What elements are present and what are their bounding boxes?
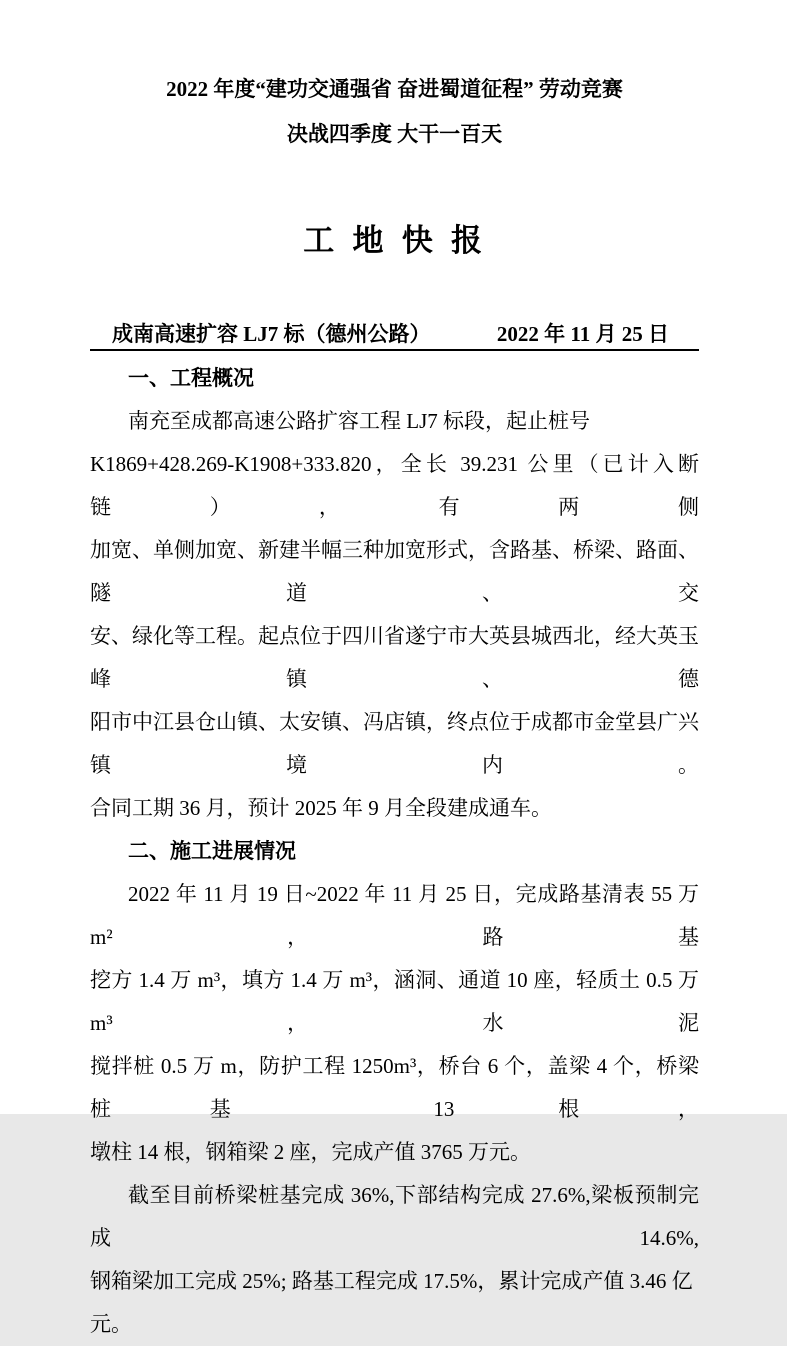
body-line: 钢箱梁加工完成 25%; 路基工程完成 17.5%，累计完成产值 3.46 亿元。 <box>90 1269 693 1336</box>
body-line: 墩柱 14 根，钢箱梁 2 座，完成产值 3765 万元。 <box>90 1140 531 1164</box>
section-heading: 二、施工进展情况 <box>128 839 296 863</box>
body-line: 南充至成都高速公路扩容工程 LJ7 标段，起止桩号 <box>128 409 590 433</box>
body-line: 安、绿化等工程。起点位于四川省遂宁市大英县城西北，经大英玉峰镇、德 <box>90 624 699 691</box>
body-line: 合同工期 36 月，预计 2025 年 9 月全段建成通车。 <box>90 796 552 820</box>
divider-rule <box>90 349 699 351</box>
body-line: 阳市中江县仓山镇、太安镇、冯店镇，终点位于成都市金堂县广兴镇境内。 <box>90 710 699 777</box>
bulletin-title: 工 地 快 报 <box>303 223 486 259</box>
section-heading: 一、工程概况 <box>128 366 254 390</box>
body-line: K1869+428.269-K1908+333.820，全长 39.231 公里（已计入断链），有两侧 <box>90 452 699 519</box>
document-body <box>90 357 699 1346</box>
report-date: 2022 年 11 月 25 日 <box>496 322 669 346</box>
project-name: 成南高速扩容 LJ7 标（德州公路） <box>112 322 431 346</box>
body-line: 挖方 1.4 万 m³，填方 1.4 万 m³，涵洞、通道 10 座，轻质土 0.5 万 m³，水泥 <box>90 968 699 1035</box>
body-line: 搅拌桩 0.5 万 m，防护工程 1250m³，桥台 6 个，盖梁 4 个，桥梁桩基 13 根， <box>90 1054 699 1121</box>
body-line: 截至目前桥梁桩基完成 36%,下部结构完成 27.6%,梁板预制完成 14.6%, <box>90 1183 699 1250</box>
body-line: 2022 年 11 月 19 日~2022 年 11 月 25 日，完成路基清表 55 万 m²，路基 <box>90 882 699 949</box>
competition-title-line1: 2022 年度“建功交通强省 奋进蜀道征程” 劳动竞赛 <box>166 77 623 101</box>
competition-title-line2: 决战四季度 大干一百天 <box>286 122 503 146</box>
body-line: 加宽、单侧加宽、新建半幅三种加宽形式，含路基、桥梁、路面、隧道、交 <box>90 538 699 605</box>
masthead <box>90 321 699 347</box>
